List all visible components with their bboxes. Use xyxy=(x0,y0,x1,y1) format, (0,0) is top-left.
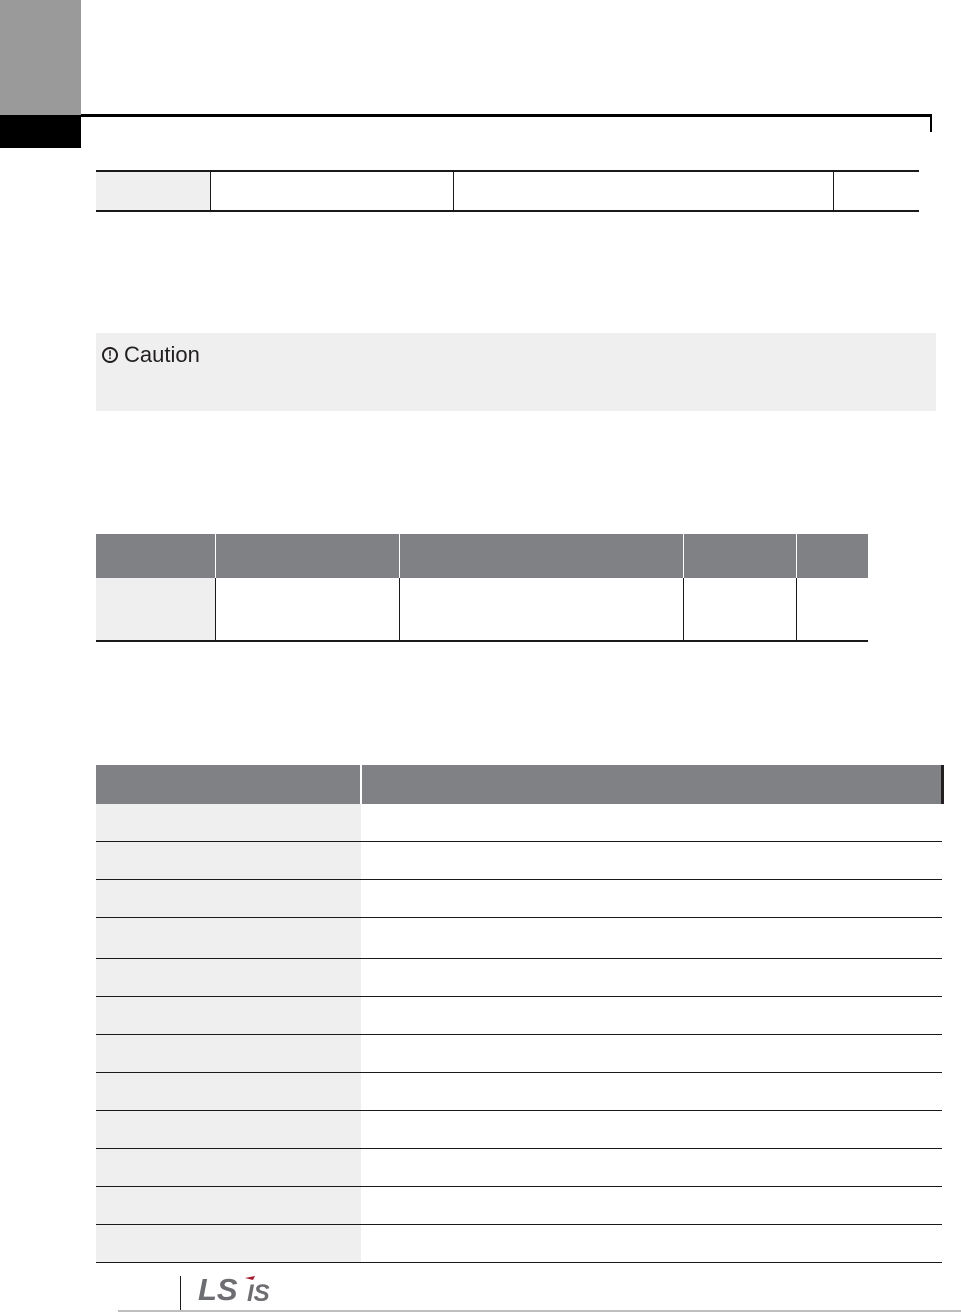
table-header-cell xyxy=(796,534,868,578)
parameter-table-bottom xyxy=(96,765,944,1263)
caution-title: Caution xyxy=(124,342,200,367)
table-cell-name xyxy=(210,171,453,211)
table-cell-value xyxy=(361,1187,942,1225)
table-cell-key xyxy=(96,1111,361,1149)
exclamation-circle-icon: ! xyxy=(102,347,118,363)
table-cell-key xyxy=(96,804,361,842)
svg-text:LS: LS xyxy=(198,1273,238,1307)
table-cell-value xyxy=(361,959,942,997)
table-row xyxy=(96,918,942,959)
footer-divider xyxy=(180,1276,181,1310)
table-cell-value xyxy=(361,1035,942,1073)
table-cell-value xyxy=(361,918,942,959)
table-cell-value xyxy=(361,804,942,842)
table-cell-key xyxy=(96,880,361,918)
table-row xyxy=(96,1225,942,1263)
table-cell-key xyxy=(96,842,361,880)
table-header-cell xyxy=(96,534,215,578)
table-row xyxy=(96,1187,942,1225)
table-cell-key xyxy=(96,1149,361,1187)
table-cell-key xyxy=(96,959,361,997)
table-cell-key xyxy=(96,997,361,1035)
header-rule xyxy=(81,114,932,117)
parameter-table-top xyxy=(96,170,919,212)
ls-is-logo-icon xyxy=(198,1273,282,1307)
table-row xyxy=(96,842,942,880)
table-header-row xyxy=(96,765,942,804)
table-header-cell xyxy=(96,765,361,804)
table-cell-setting xyxy=(453,171,833,211)
table-cell-value xyxy=(361,842,942,880)
table-cell xyxy=(96,578,215,641)
table-cell-value xyxy=(361,1149,942,1187)
table-header-row xyxy=(96,534,868,578)
table-cell-key xyxy=(96,1073,361,1111)
table-cell-key xyxy=(96,1225,361,1263)
svg-text:IS: IS xyxy=(247,1280,270,1307)
table-cell-key xyxy=(96,1035,361,1073)
table-header-cell xyxy=(399,534,683,578)
chapter-tab-marker xyxy=(0,115,81,148)
table-row xyxy=(96,880,942,918)
table-cell xyxy=(215,578,399,641)
table-header-cell xyxy=(361,765,942,804)
table-cell-code xyxy=(96,171,210,211)
table-cell-value xyxy=(361,1225,942,1263)
table-header-cell xyxy=(215,534,399,578)
footer-rule xyxy=(118,1310,961,1312)
table-cell xyxy=(399,578,683,641)
caution-heading xyxy=(102,343,200,367)
table-row xyxy=(96,1035,942,1073)
table-row xyxy=(96,171,919,211)
table-cell-unit xyxy=(833,171,919,211)
parameter-table-middle xyxy=(96,534,868,642)
table-header-cell xyxy=(683,534,796,578)
header-rule-tick xyxy=(930,114,932,132)
chapter-tab xyxy=(0,0,81,115)
caution-box xyxy=(96,333,936,411)
table-cell xyxy=(683,578,796,641)
table-cell-key xyxy=(96,1187,361,1225)
table-cell-value xyxy=(361,880,942,918)
table-row xyxy=(96,959,942,997)
table-row xyxy=(96,997,942,1035)
table-row xyxy=(96,804,942,842)
table-cell xyxy=(796,578,868,641)
table-row xyxy=(96,1149,942,1187)
table-row xyxy=(96,1073,942,1111)
table-row xyxy=(96,578,868,641)
table-row xyxy=(96,1111,942,1149)
table-cell-key xyxy=(96,918,361,959)
table-cell-value xyxy=(361,997,942,1035)
table-cell-value xyxy=(361,1111,942,1149)
table-cell-value xyxy=(361,1073,942,1111)
